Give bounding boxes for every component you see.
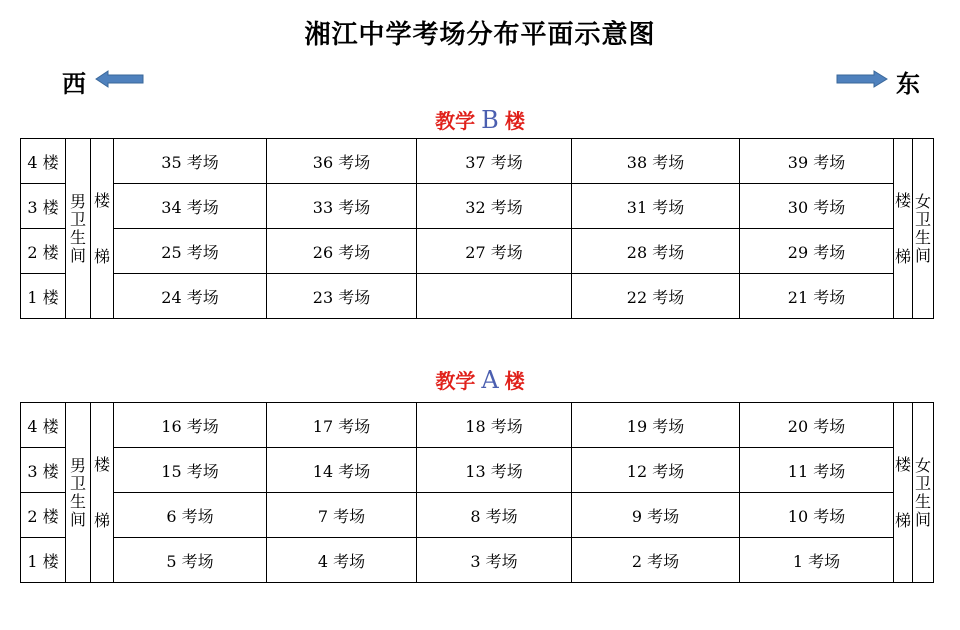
exam-room: 39 考场 [740,139,894,184]
exam-room: 35 考场 [114,139,267,184]
exam-room: 32 考场 [417,184,572,229]
east-stairs [894,403,913,583]
building-letter: B [481,106,499,134]
floor-row [21,448,934,493]
floor-label: 1 楼 [21,274,66,319]
exam-room: 34 考场 [114,184,267,229]
restroom-char: 间 [914,245,931,265]
exam-room: 7 考场 [267,493,417,538]
exam-room: 5 考场 [114,538,267,583]
stairs-char: 梯 [894,246,911,266]
restroom-char: 间 [69,245,86,265]
restroom-char: 间 [914,509,931,529]
arrow-left-icon [95,70,145,88]
west-stairs [91,403,114,583]
exam-room: 36 考场 [267,139,417,184]
building-title-suffix: 楼 [504,369,525,393]
arrow-right-icon [836,70,888,88]
exam-room: 2 考场 [572,538,740,583]
floor-label: 3 楼 [21,184,66,229]
exam-room: 14 考场 [267,448,417,493]
floor-row [21,403,934,448]
exam-room: 29 考场 [740,229,894,274]
stairs-char: 梯 [93,246,110,266]
floor-label: 4 楼 [21,139,66,184]
exam-room: 19 考场 [572,403,740,448]
exam-room: 11 考场 [740,448,894,493]
exam-room: 22 考场 [572,274,740,319]
building-title-prefix: 教学 [435,109,476,133]
exam-room: 18 考场 [417,403,572,448]
exam-room: 4 考场 [267,538,417,583]
restroom-char: 卫 [69,473,86,493]
exam-room: 16 考场 [114,403,267,448]
exam-room: 27 考场 [417,229,572,274]
building-a-floor-plan [20,402,934,583]
exam-room: 13 考场 [417,448,572,493]
restroom-char: 女 [914,455,931,475]
exam-room: 12 考场 [572,448,740,493]
exam-room: 3 考场 [417,538,572,583]
restroom-char: 卫 [69,209,86,229]
stairs-char: 梯 [894,510,911,530]
exam-room: 38 考场 [572,139,740,184]
west-stairs [91,139,114,319]
floor-label: 2 楼 [21,229,66,274]
women-restroom [913,403,934,583]
men-restroom [66,403,91,583]
floor-row [21,274,934,319]
exam-room: 30 考场 [740,184,894,229]
direction-west-label: 西 [62,69,86,98]
exam-room: 37 考场 [417,139,572,184]
exam-room: 10 考场 [740,493,894,538]
building-letter: A [481,366,499,394]
restroom-char: 生 [914,491,931,511]
exam-room: 25 考场 [114,229,267,274]
exam-room: 15 考场 [114,448,267,493]
exam-room: 9 考场 [572,493,740,538]
restroom-char: 男 [69,191,86,211]
restroom-char: 卫 [914,473,931,493]
floor-row [21,139,934,184]
restroom-char: 生 [69,227,86,247]
exam-room: 31 考场 [572,184,740,229]
stairs-char: 楼 [93,190,110,210]
floor-row [21,493,934,538]
exam-room: 20 考场 [740,403,894,448]
exam-room: 6 考场 [114,493,267,538]
floor-label: 4 楼 [21,403,66,448]
stairs-char: 楼 [894,454,911,474]
restroom-char: 女 [914,191,931,211]
restroom-char: 间 [69,509,86,529]
floor-row [21,229,934,274]
exam-room: 26 考场 [267,229,417,274]
exam-room: 8 考场 [417,493,572,538]
exam-room: 24 考场 [114,274,267,319]
direction-east-label: 东 [896,69,920,98]
east-stairs [894,139,913,319]
stairs-char: 梯 [93,510,110,530]
men-restroom [66,139,91,319]
building-b-floor-plan [20,138,934,319]
restroom-char: 卫 [914,209,931,229]
stairs-char: 楼 [93,454,110,474]
building-b-title [0,105,960,134]
floor-label: 2 楼 [21,493,66,538]
page-title: 湘江中学考场分布平面示意图 [304,20,656,50]
restroom-char: 生 [914,227,931,247]
building-title-suffix: 楼 [504,109,525,133]
exam-room [417,274,572,319]
floor-label: 3 楼 [21,448,66,493]
exam-room: 17 考场 [267,403,417,448]
stairs-char: 楼 [894,190,911,210]
exam-room: 33 考场 [267,184,417,229]
exam-room: 23 考场 [267,274,417,319]
exam-room: 1 考场 [740,538,894,583]
exam-room: 21 考场 [740,274,894,319]
restroom-char: 男 [69,455,86,475]
women-restroom [913,139,934,319]
floor-row [21,184,934,229]
restroom-char: 生 [69,491,86,511]
exam-room: 28 考场 [572,229,740,274]
floor-row [21,538,934,583]
building-a-title [0,365,960,394]
floor-label: 1 楼 [21,538,66,583]
building-title-prefix: 教学 [435,369,476,393]
